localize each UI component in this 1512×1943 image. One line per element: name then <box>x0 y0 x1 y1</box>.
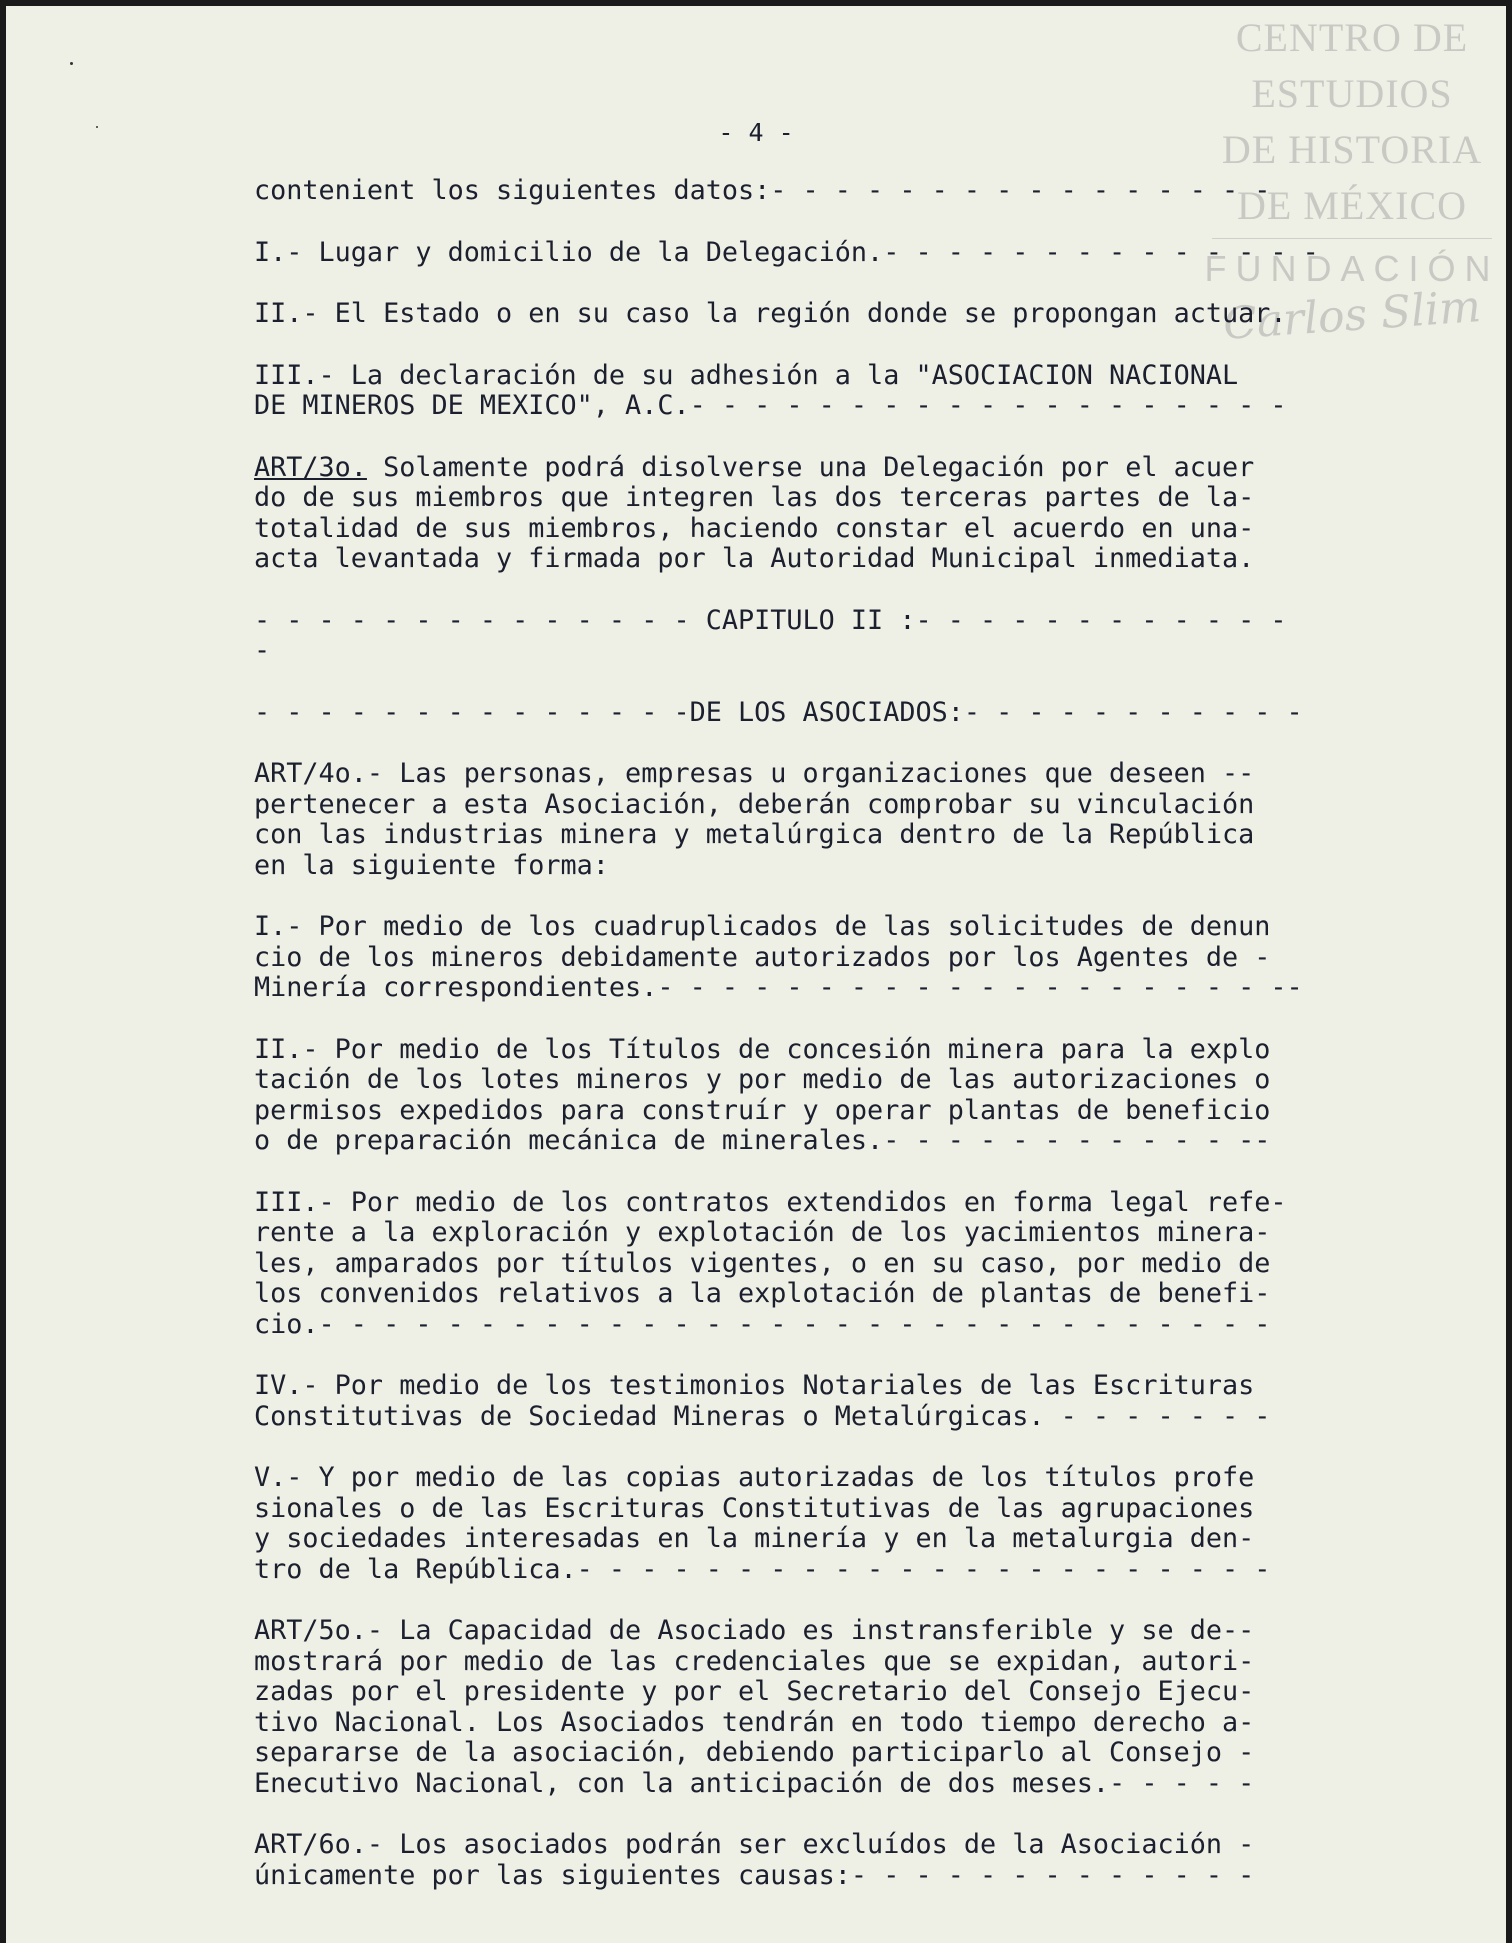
speck <box>70 62 73 65</box>
text-line: únicamente por las siguientes causas:- - - - - - - - - - - - - <box>254 1859 1255 1891</box>
text-line: I.- Por medio de los cuadruplicados de las solicitudes de denun <box>254 911 1271 942</box>
watermark-fundacion: FUNDACIÓN <box>1204 248 1500 289</box>
text-line: - <box>254 635 271 666</box>
text-line: los convenidos relativos a la explotación de plantas de benefi- <box>254 1278 1271 1309</box>
paragraph-item-3 <box>254 361 1364 422</box>
paragraph-asociados-heading <box>254 698 1364 729</box>
text-line: les, amparados por títulos vigentes, o en su caso, por medio de <box>254 1247 1271 1279</box>
paragraph-art-4 <box>254 759 1364 881</box>
text-line: IV.- Por medio de los testimonios Notariales de las Escrituras <box>254 1370 1255 1401</box>
text-line: Minería correspondientes.- - - - - - - - - - - - - - - - - - - -- <box>254 972 1303 1003</box>
text-line: cio de los mineros debidamente autorizados por los Agentes de - <box>254 941 1271 973</box>
text-line: en la siguiente forma: <box>254 849 609 881</box>
text-line: totalidad de sus miembros, haciendo constar el acuerdo en una- <box>254 512 1255 544</box>
text-line: rente a la exploración y explotación de los yacimientos minera- <box>254 1217 1271 1248</box>
text-line: acta levantada y firmada por la Autoridad Municipal inmediata. <box>254 543 1255 574</box>
text-line: tación de los lotes mineros y por medio de las autorizaciones o <box>254 1064 1271 1095</box>
text-line: II.- Por medio de los Títulos de concesión minera para la explo <box>254 1033 1271 1065</box>
watermark-line: ESTUDIOS <box>1251 71 1453 116</box>
paragraph-item-1 <box>254 238 1364 269</box>
text-line: Constitutivas de Sociedad Mineras o Metalúrgicas. - - - - - - - <box>254 1400 1271 1432</box>
text-line: con las industrias minera y metalúrgica dentro de la República <box>254 819 1255 850</box>
text-line: zadas por el presidente y por el Secretario del Consejo Ejecu- <box>254 1676 1255 1707</box>
paragraph-capitulo <box>254 606 1364 667</box>
document-body <box>254 176 1364 1922</box>
text-line: tro de la República.- - - - - - - - - - - - - - - - - - - - - - <box>254 1553 1271 1585</box>
paragraph-art-4-ii <box>254 1035 1364 1157</box>
text-line: separarse de la asociación, debiendo participarlo al Consejo - <box>254 1737 1255 1768</box>
paragraph-art-6 <box>254 1830 1364 1891</box>
text-line: ART/4o.- Las personas, empresas u organizaciones que deseen -- <box>254 758 1255 789</box>
article-label: ART/3o. <box>254 451 367 483</box>
text-line: DE MINEROS DE MEXICO", A.C.- - - - - - - - - - - - - - - - - - - <box>254 390 1287 421</box>
text-line: III.- Por medio de los contratos extendidos en forma legal refe- <box>254 1186 1287 1218</box>
text-line: II.- El Estado o en su caso la región donde se propongan actuar. <box>254 298 1287 329</box>
text-line: I.- Lugar y domicilio de la Delegación.- - - - - - - - - - - - - - <box>254 236 1319 268</box>
text-line: - - - - - - - - - - - - - - CAPITULO II :- - - - - - - - - - - - <box>254 604 1287 636</box>
text-line: tivo Nacional. Los Asociados tendrán en todo tiempo derecho a- <box>254 1706 1255 1738</box>
paragraph-item-2 <box>254 299 1364 330</box>
watermark-line: CENTRO DE <box>1235 15 1469 60</box>
paragraph-art-4-iv <box>254 1371 1364 1432</box>
text-line: cio.- - - - - - - - - - - - - - - - - - - - - - - - - - - - - - <box>254 1308 1271 1340</box>
paragraph-intro <box>254 176 1364 207</box>
paragraph-art-4-v <box>254 1463 1364 1585</box>
page-number: - 4 - <box>718 118 794 147</box>
paragraph-art-3 <box>254 453 1364 575</box>
watermark-line: DE HISTORIA <box>1221 127 1483 172</box>
text-line: mostrará por medio de las credenciales que se expidan, autori- <box>254 1645 1255 1677</box>
text-line: contenient los siguientes datos:- - - - - - - - - - - - - - - - <box>254 175 1271 206</box>
text-line: y sociedades interesadas en la minería y en la metalurgia den- <box>254 1523 1255 1554</box>
text-line: ART/3o. Solamente podrá disolverse una Delegación por el acuer <box>254 451 1255 483</box>
text-line: ART/6o.- Los asociados podrán ser excluídos de la Asociación - <box>254 1829 1255 1860</box>
text-line: Enecutivo Nacional, con la anticipación de dos meses.- - - - - <box>254 1767 1255 1799</box>
text-line: pertenecer a esta Asociación, deberán comprobar su vinculación <box>254 788 1255 820</box>
text-line: ART/5o.- La Capacidad de Asociado es instransferible y se de-- <box>254 1615 1255 1646</box>
text-line: V.- Y por medio de las copias autorizadas de los títulos profe <box>254 1462 1255 1493</box>
watermark-signature: Carlos Slim <box>1221 281 1483 350</box>
document-page <box>6 6 1506 1943</box>
text-line: - - - - - - - - - - - - - -DE LOS ASOCIADOS:- - - - - - - - - - - <box>254 696 1303 728</box>
text-line: sionales o de las Escrituras Constitutivas de las agrupaciones <box>254 1492 1255 1524</box>
text-line: permisos expedidos para construír y operar plantas de beneficio <box>254 1094 1271 1126</box>
paragraph-art-4-i <box>254 912 1364 1004</box>
paragraph-art-4-iii <box>254 1188 1364 1341</box>
watermark-line: DE MÉXICO <box>1236 183 1468 228</box>
text-line: do de sus miembros que integren las dos terceras partes de la- <box>254 482 1255 513</box>
text-line: o de preparación mecánica de minerales.- - - - - - - - - - - -- <box>254 1125 1271 1156</box>
text-line: III.- La declaración de su adhesión a la "ASOCIACION NACIONAL <box>254 359 1239 391</box>
paragraph-art-5 <box>254 1616 1364 1799</box>
